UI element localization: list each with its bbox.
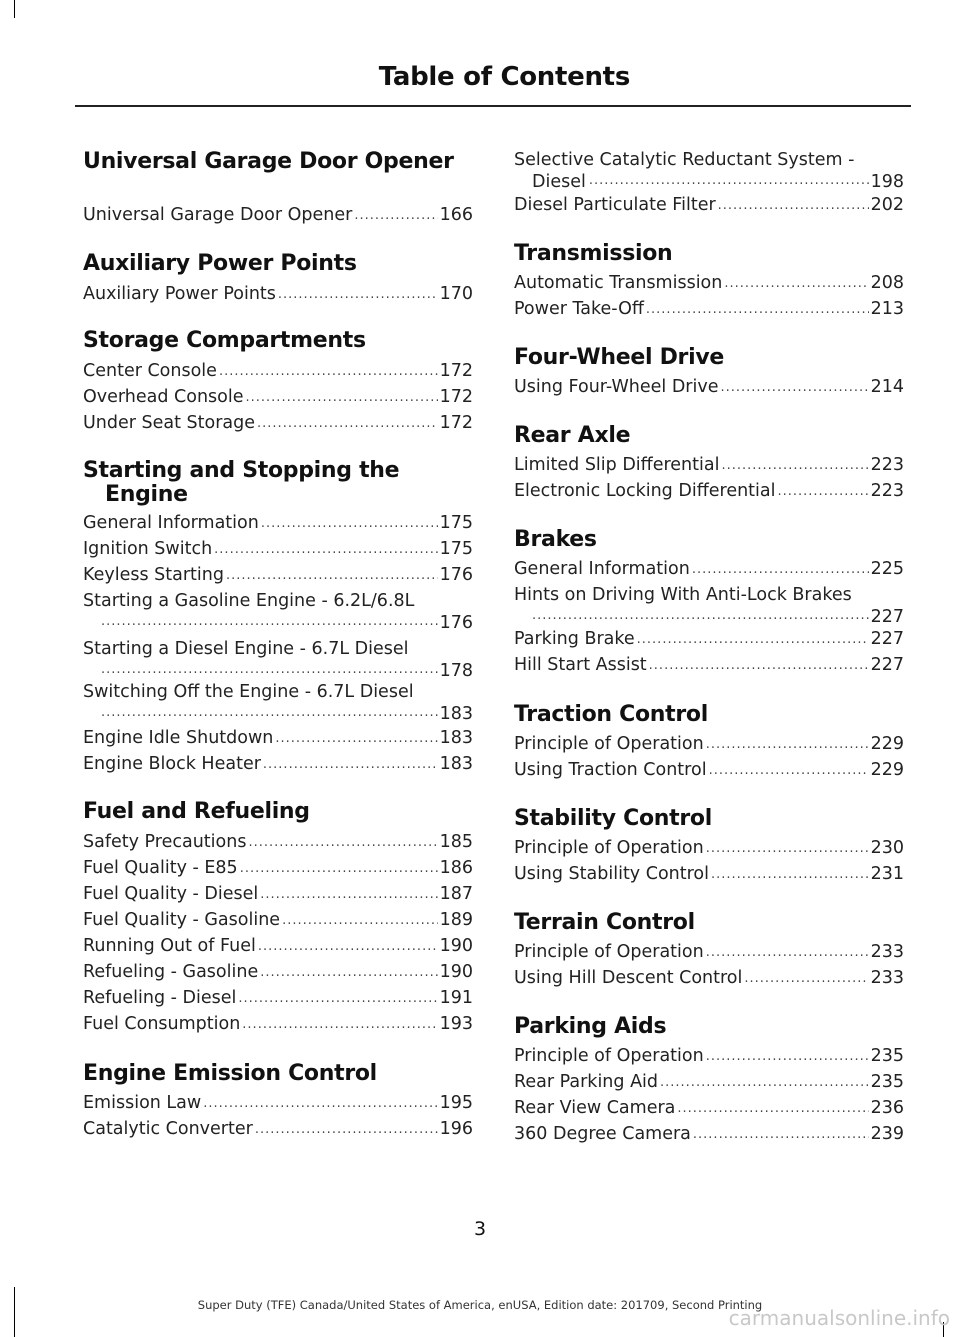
toc-entry[interactable]	[83, 961, 473, 983]
toc-entry-page: 230	[870, 838, 904, 858]
toc-entry-title: Auxiliary Power Points	[83, 284, 276, 304]
dot-leader	[718, 196, 869, 216]
section-heading: Brakes	[514, 527, 597, 552]
toc-entry-page: 193	[439, 1014, 473, 1034]
toc-entry-title: Hill Start Assist	[514, 655, 647, 675]
toc-entry-page: 227	[870, 629, 904, 649]
toc-entry[interactable]	[83, 753, 473, 775]
toc-entry[interactable]	[514, 759, 904, 781]
toc-entry-page: 183	[439, 728, 473, 748]
watermark: carmanualsonline.info	[728, 1306, 950, 1330]
section-heading: Auxiliary Power Points	[83, 251, 357, 276]
section-heading-line: Starting and Stopping the	[83, 458, 400, 483]
toc-entry-title: Hints on Driving With Anti-Lock Brakes	[514, 585, 852, 605]
dot-leader	[214, 540, 437, 560]
toc-entry-page: 231	[870, 864, 904, 884]
toc-entry-title: 360 Degree Camera	[514, 1124, 691, 1144]
toc-entry-title: Ignition Switch	[83, 539, 213, 559]
toc-entry[interactable]	[514, 863, 904, 885]
section-heading: Universal Garage Door Opener	[83, 149, 454, 174]
toc-entry-page: 189	[439, 910, 473, 930]
toc-entry-title: Automatic Transmission	[514, 273, 723, 293]
section-heading: Terrain Control	[514, 910, 695, 935]
dot-leader	[258, 937, 438, 957]
toc-entry[interactable]	[83, 1118, 473, 1140]
toc-entry[interactable]	[83, 360, 473, 382]
toc-entry-title: Principle of Operation	[514, 838, 704, 858]
toc-entry[interactable]	[514, 941, 904, 963]
toc-entry[interactable]	[514, 584, 904, 628]
toc-entry-title: Power Take-Off	[514, 299, 644, 319]
toc-entry-page: 191	[439, 988, 473, 1008]
toc-entry-page: 208	[870, 273, 904, 293]
dot-leader	[706, 735, 869, 755]
toc-entry[interactable]	[514, 654, 904, 676]
toc-entry-page: 213	[870, 299, 904, 319]
toc-entry-title: Using Four-Wheel Drive	[514, 377, 719, 397]
toc-entry-page: 196	[439, 1119, 473, 1139]
dot-leader	[649, 656, 869, 676]
dot-leader	[646, 300, 869, 320]
dot-leader	[637, 630, 869, 650]
toc-entry-title: Universal Garage Door Opener	[83, 205, 353, 225]
toc-entry-page: 166	[439, 205, 473, 225]
section-heading: Storage Compartments	[83, 328, 366, 353]
dot-leader	[720, 378, 868, 398]
toc-entry-page: 172	[439, 361, 473, 381]
toc-entry-page: 235	[870, 1046, 904, 1066]
dot-leader	[101, 612, 438, 634]
toc-entry[interactable]	[83, 386, 473, 408]
toc-entry-page: 223	[870, 455, 904, 475]
toc-entry-title: Selective Catalytic Reductant System -	[514, 150, 855, 170]
dot-leader	[238, 989, 437, 1009]
toc-entry[interactable]	[514, 967, 904, 989]
dot-leader	[354, 206, 437, 226]
section-heading: Engine Emission Control	[83, 1061, 377, 1086]
toc-entry[interactable]	[83, 935, 473, 957]
toc-entry[interactable]	[83, 283, 473, 305]
toc-entry-title: Principle of Operation	[514, 1046, 704, 1066]
toc-entry[interactable]	[83, 1092, 473, 1114]
toc-entry[interactable]	[83, 727, 473, 749]
toc-entry[interactable]	[514, 1097, 904, 1119]
toc-entry[interactable]	[83, 1013, 473, 1035]
toc-entry-page: 175	[439, 513, 473, 533]
dot-leader	[721, 456, 868, 476]
dot-leader	[532, 606, 869, 628]
toc-entry-title: Starting a Diesel Engine - 6.7L Diesel	[83, 639, 409, 659]
dot-leader	[706, 943, 869, 963]
dot-leader	[248, 833, 437, 853]
page-number: 3	[473, 1218, 487, 1240]
toc-entry[interactable]	[514, 628, 904, 650]
toc-entry-page: 172	[439, 387, 473, 407]
dot-leader	[693, 1125, 869, 1145]
toc-entry-page: 183	[439, 704, 473, 724]
toc-entry-title: Using Traction Control	[514, 760, 707, 780]
toc-entry[interactable]	[83, 590, 473, 634]
toc-entry[interactable]	[83, 564, 473, 586]
toc-entry[interactable]	[83, 987, 473, 1009]
section-heading	[83, 459, 473, 507]
dot-leader	[260, 963, 437, 983]
toc-entry[interactable]	[83, 883, 473, 905]
toc-entry-page: 233	[870, 942, 904, 962]
toc-entry-page: 229	[870, 734, 904, 754]
toc-entry-title: Diesel Particulate Filter	[514, 195, 716, 215]
toc-entry-page: 176	[439, 565, 473, 585]
dot-leader	[724, 274, 868, 294]
toc-entry[interactable]	[83, 412, 473, 434]
toc-entry[interactable]	[83, 538, 473, 560]
dot-leader	[240, 859, 438, 879]
dot-leader	[709, 761, 869, 781]
toc-entry-title: Using Hill Descent Control	[514, 968, 743, 988]
dot-leader	[203, 1094, 437, 1114]
section-heading-line: Engine	[105, 482, 188, 507]
toc-entry[interactable]	[514, 733, 904, 755]
toc-entry-title: Engine Idle Shutdown	[83, 728, 274, 748]
toc-entry-page: 183	[439, 754, 473, 774]
dot-leader	[260, 885, 437, 905]
toc-entry-title: Fuel Quality - E85	[83, 858, 238, 878]
toc-entry[interactable]	[83, 681, 473, 725]
dot-leader	[101, 660, 438, 682]
toc-entry-page: 214	[870, 377, 904, 397]
section-heading: Four-Wheel Drive	[514, 345, 724, 370]
toc-entry-title: Safety Precautions	[83, 832, 247, 852]
toc-entry-page: 227	[870, 607, 904, 627]
toc-entry-title: Starting a Gasoline Engine - 6.2L/6.8L	[83, 591, 415, 611]
toc-entry[interactable]	[83, 204, 473, 226]
dot-leader	[255, 1120, 438, 1140]
toc-entry-page: 170	[439, 284, 473, 304]
toc-entry[interactable]	[514, 558, 904, 580]
toc-entry-title: Fuel Consumption	[83, 1014, 241, 1034]
section-heading: Fuel and Refueling	[83, 799, 310, 824]
toc-entry[interactable]	[514, 1045, 904, 1067]
toc-entry-title: Limited Slip Differential	[514, 455, 720, 475]
toc-entry-page: 175	[439, 539, 473, 559]
toc-entry[interactable]	[83, 909, 473, 931]
dot-leader	[711, 865, 869, 885]
toc-entry-title: Center Console	[83, 361, 217, 381]
dot-leader	[778, 482, 869, 502]
toc-entry-page: 236	[870, 1098, 904, 1118]
toc-entry-title: Under Seat Storage	[83, 413, 256, 433]
toc-entry[interactable]	[514, 837, 904, 859]
toc-entry-page: 239	[870, 1124, 904, 1144]
dot-leader	[282, 911, 438, 931]
section-heading: Stability Control	[514, 806, 712, 831]
toc-entry-title: Principle of Operation	[514, 734, 704, 754]
toc-entry-title: Catalytic Converter	[83, 1119, 253, 1139]
toc-entry-title: Rear View Camera	[514, 1098, 676, 1118]
toc-entry-title: Emission Law	[83, 1093, 202, 1113]
section-heading: Rear Axle	[514, 423, 631, 448]
dot-leader	[677, 1099, 868, 1119]
toc-entry[interactable]	[83, 831, 473, 853]
dot-leader	[660, 1073, 869, 1093]
toc-entry-page: 235	[870, 1072, 904, 1092]
toc-entry-page: 178	[439, 661, 473, 681]
toc-entry[interactable]	[514, 376, 904, 398]
dot-leader	[706, 839, 869, 859]
crop-mark-top-left	[14, 0, 15, 18]
toc-entry-title: Overhead Console	[83, 387, 244, 407]
toc-entry-page: 190	[439, 962, 473, 982]
toc-entry-title: Principle of Operation	[514, 942, 704, 962]
toc-entry-page: 176	[439, 613, 473, 633]
crop-mark-bottom-left	[14, 1287, 15, 1337]
toc-entry-page: 233	[870, 968, 904, 988]
toc-entry-page: 198	[870, 172, 904, 192]
toc-entry-title: Fuel Quality - Gasoline	[83, 910, 281, 930]
page-title: Table of Contents	[378, 62, 630, 92]
section-heading: Parking Aids	[514, 1014, 667, 1039]
toc-entry-title: Fuel Quality - Diesel	[83, 884, 259, 904]
toc-entry-title: Parking Brake	[514, 629, 635, 649]
dot-leader	[261, 514, 438, 534]
dot-leader	[278, 285, 438, 305]
toc-entry-title: Running Out of Fuel	[83, 936, 256, 956]
toc-entry-title-cont: Diesel	[532, 172, 586, 192]
toc-entry-page: 186	[439, 858, 473, 878]
toc-entry-page: 223	[870, 481, 904, 501]
toc-entry-title: Using Stability Control	[514, 864, 709, 884]
toc-entry-title: Rear Parking Aid	[514, 1072, 659, 1092]
toc-entry-page: 185	[439, 832, 473, 852]
toc-entry-page: 229	[870, 760, 904, 780]
header-rule	[75, 105, 911, 107]
dot-leader	[226, 566, 438, 586]
toc-entry[interactable]	[83, 638, 473, 682]
dot-leader	[246, 388, 438, 408]
dot-leader	[257, 414, 438, 434]
toc-entry-page: 195	[439, 1093, 473, 1113]
toc-entry[interactable]	[514, 272, 904, 294]
toc-entry-title: General Information	[83, 513, 259, 533]
toc-entry-title: Electronic Locking Differential	[514, 481, 776, 501]
footer-edition-text: Super Duty (TFE) Canada/United States of America, enUSA, Edition date: 201709, Second Printing	[197, 1298, 763, 1312]
toc-entry-title: General Information	[514, 559, 690, 579]
dot-leader	[101, 703, 438, 725]
toc-entry[interactable]	[514, 149, 904, 193]
dot-leader	[263, 755, 438, 775]
toc-entry-page: 187	[439, 884, 473, 904]
section-heading: Traction Control	[514, 702, 708, 727]
dot-leader	[706, 1047, 869, 1067]
dot-leader	[275, 729, 437, 749]
dot-leader	[589, 171, 869, 193]
toc-entry-page: 190	[439, 936, 473, 956]
dot-leader	[692, 560, 869, 580]
toc-entry[interactable]	[83, 512, 473, 534]
toc-entry[interactable]	[514, 1123, 904, 1145]
toc-entry[interactable]	[514, 1071, 904, 1093]
toc-entry-page: 227	[870, 655, 904, 675]
section-heading: Transmission	[514, 241, 673, 266]
toc-entry[interactable]	[83, 857, 473, 879]
toc-entry[interactable]	[514, 298, 904, 320]
toc-entry-title: Switching Off the Engine - 6.7L Diesel	[83, 682, 414, 702]
toc-entry-title: Keyless Starting	[83, 565, 224, 585]
dot-leader	[242, 1015, 437, 1035]
toc-entry[interactable]	[514, 454, 904, 476]
toc-entry-title: Engine Block Heater	[83, 754, 261, 774]
toc-entry[interactable]	[514, 194, 904, 216]
toc-entry-title: Refueling - Gasoline	[83, 962, 259, 982]
toc-entry-page: 225	[870, 559, 904, 579]
toc-entry[interactable]	[514, 480, 904, 502]
toc-entry-page: 172	[439, 413, 473, 433]
toc-entry-page: 202	[870, 195, 904, 215]
dot-leader	[219, 362, 438, 382]
dot-leader	[744, 969, 868, 989]
toc-entry-title: Refueling - Diesel	[83, 988, 237, 1008]
